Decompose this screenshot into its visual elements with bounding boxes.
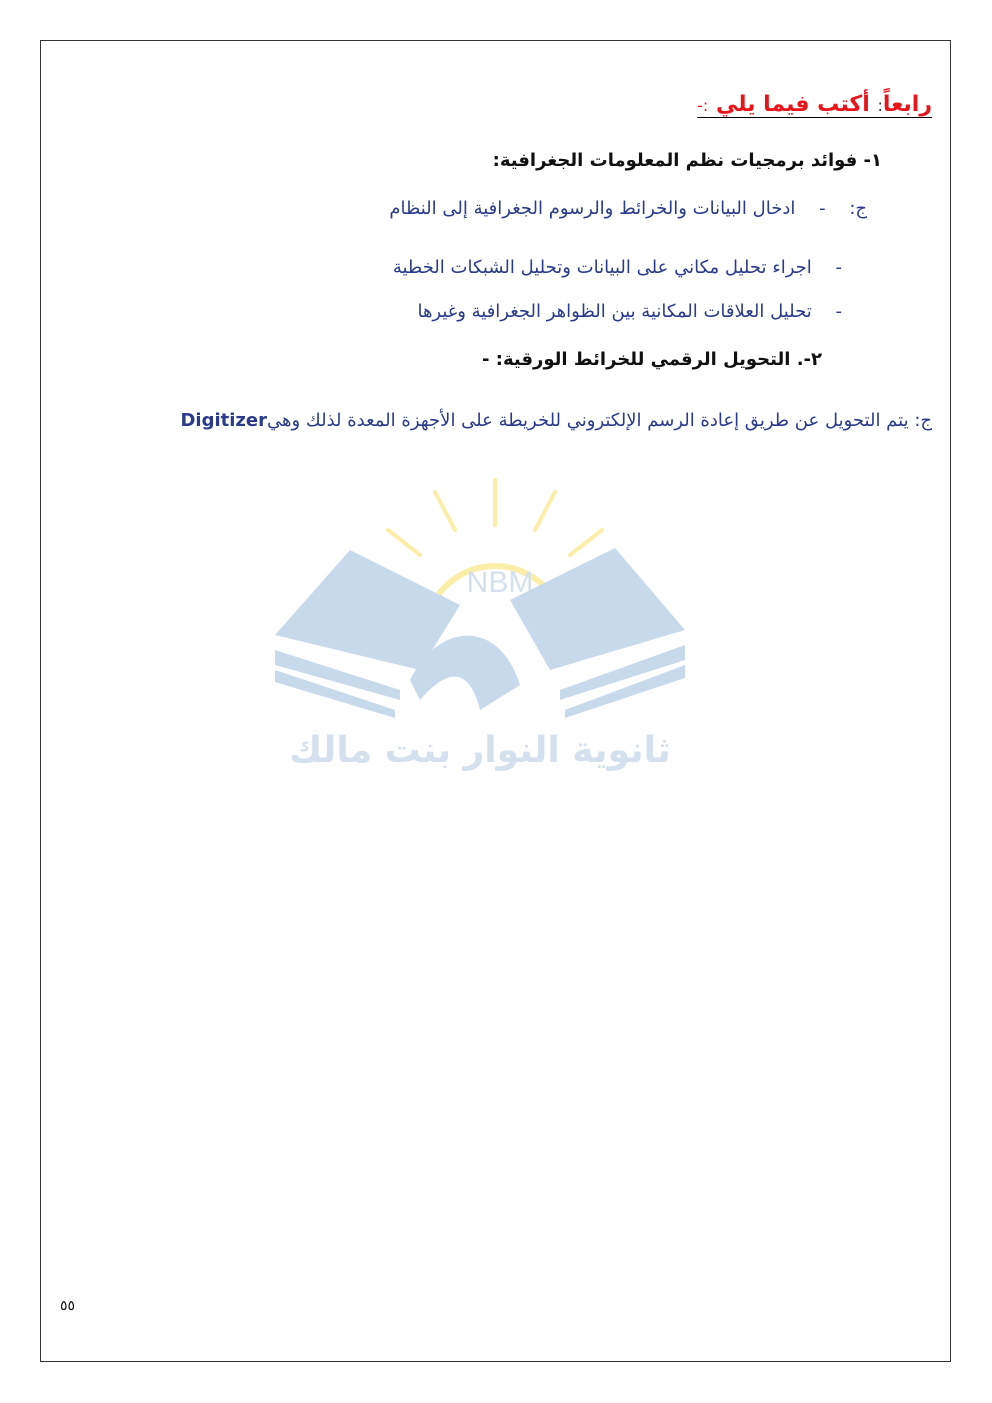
school-watermark-logo xyxy=(270,470,690,790)
answer-1-item-2 xyxy=(393,257,842,278)
watermark-school-name: ثانوية النوار بنت مالك xyxy=(289,730,671,771)
answer-2 xyxy=(180,410,932,431)
heading-separator: : xyxy=(877,96,883,115)
answer-2-text: ج: يتم التحويل عن طريق إعادة الرسم الإلكتروني للخريطة على الأجهزة المعدة لذلك وهي xyxy=(267,410,932,431)
watermark-initials: NBM xyxy=(466,566,534,599)
heading-title: أكتب فيما يلي xyxy=(715,92,870,117)
sun-rays-icon xyxy=(388,480,602,555)
heading-suffix: :- xyxy=(697,96,709,115)
digitizer-term: Digitizer xyxy=(180,410,267,431)
question-2: ٢-. التحويل الرقمي للخرائط الورقية: - xyxy=(482,349,822,370)
bullet-dash: - xyxy=(835,257,842,278)
page-number: ٥٥ xyxy=(60,1298,76,1314)
answer-item-text: ادخال البيانات والخرائط والرسوم الجغرافية إلى النظام xyxy=(389,198,796,219)
question-1: ١- فوائد برمجيات نظم المعلومات الجغرافية: xyxy=(492,150,882,171)
answer-label: ج: xyxy=(849,198,867,219)
answer-1-item-3 xyxy=(417,301,842,322)
bullet-dash: - xyxy=(835,301,842,322)
answer-item-text: تحليل العلاقات المكانية بين الظواهر الجغرافية وغيرها xyxy=(417,301,812,322)
bullet-dash: - xyxy=(819,198,826,219)
section-heading xyxy=(697,92,932,117)
heading-prefix: رابعاً xyxy=(882,92,932,117)
answer-item-text: اجراء تحليل مكاني على البيانات وتحليل الشبكات الخطية xyxy=(392,257,812,278)
answer-1-item-1 xyxy=(389,198,867,219)
